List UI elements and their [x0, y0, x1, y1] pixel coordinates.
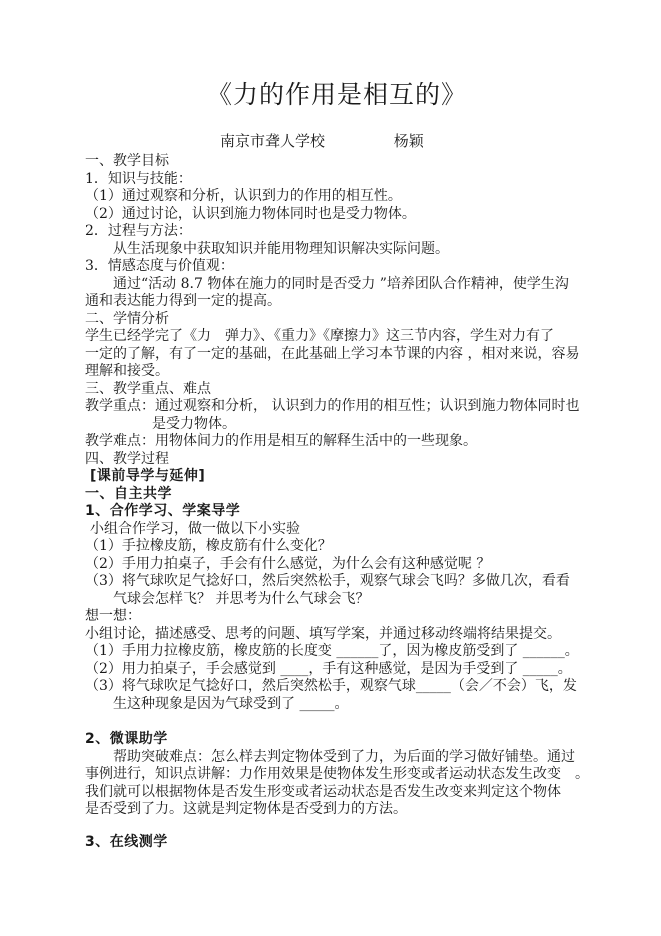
line-group-experiment-intro: 小组合作学习，做一做以下小实验 [90, 520, 300, 537]
line-experiment-3b: 气球会怎样飞？ 并思考为什么气球会飞？ [113, 590, 370, 607]
line-emotion-values-2: 通和表达能力得到一定的提高。 [85, 293, 281, 309]
byline [85, 132, 601, 150]
line-learner-analysis-3: 理解和接受。 [85, 363, 169, 379]
line-think-prompt: 想一想： [85, 608, 141, 624]
byline-author: 杨颖 [393, 132, 424, 150]
line-experiment-2: （2）手用力拍桌子，手会有什么感觉，为什么会有这种感觉呢 ？ [85, 555, 491, 572]
subheading-emotion-values: 3．情感态度与价值观： [85, 258, 234, 274]
line-micro-lesson-2: 事例进行，知识点讲解：力作用效果是使物体发生形变或者运动状态发生改变 。 [85, 766, 589, 782]
line-emotion-values-1: 通过“活动 8.7 物体在施力的同时是否受力 ”培养团队合作精神，使学生沟 [113, 275, 569, 292]
subheading-process-methods: 2．过程与方法： [85, 223, 192, 239]
line-learner-analysis-1: 学生已经学完了《力 弹力》、《重力》《摩擦力》这三节内容，学生对力有了 [85, 328, 554, 344]
heading-self-directed-learning: 一、自主共学 [85, 485, 172, 502]
line-micro-lesson-3: 我们就可以根据物体是否发生形变或者运动状态是否发生改变来判定这个物体 [85, 783, 561, 800]
heading-cooperative-learning: 1、合作学习、学案导学 [85, 503, 241, 519]
line-experiment-1: （1）手拉橡皮筋，橡皮筋有什么变化？ [85, 538, 332, 554]
line-process-methods: 从生活现象中获取知识并能用物理知识解决实际问题。 [113, 240, 449, 257]
line-discussion-intro: 小组讨论，描述感受、思考的问题、填写学案，并通过移动终端将结果提交。 [85, 625, 561, 642]
heading-micro-lesson: 2、微课助学 [85, 731, 168, 747]
line-learner-analysis-2: 一定的了解，有了一定的基础，在此基础上学习本节课的内容 ，相对来说，容易 [85, 345, 580, 362]
line-teaching-difficult-point: 教学难点：用物体间力的作用是相互的解释生活中的一些现象。 [85, 433, 477, 449]
heading-online-test: 3、在线测学 [85, 833, 168, 850]
line-fill-blank-2: （2）用力拍桌子，手会感觉到 ____，手有这种感觉，是因为手受到了 _____。 [85, 660, 572, 677]
line-teaching-key-point-2: 是受力物体。 [152, 415, 236, 432]
line-knowledge-point-2: （2）通过讨论，认识到施力物体同时也是受力物体。 [85, 205, 416, 222]
heading-teaching-goals: 一、教学目标 [85, 153, 169, 169]
heading-teaching-process: 四、教学过程 [85, 450, 169, 467]
line-teaching-key-point-1: 教学重点：通过观察和分析， 认识到力的作用的相互性；认识到施力物体同时也 [85, 398, 580, 414]
line-micro-lesson-1: 帮助突破难点：怎么样去判定物体受到了力，为后面的学习做好铺垫。通过 [113, 748, 575, 765]
line-fill-blank-1: （1）手用力拉橡皮筋，橡皮筋的长度变 ______了，因为橡皮筋受到了 ______。 [85, 643, 579, 659]
line-experiment-3a: （3）将气球吹足气捻好口，然后突然松手，观察气球会飞吗？多做几次，看看 [85, 573, 570, 589]
line-knowledge-point-1: （1）通过观察和分析，认识到力的作用的相互性。 [85, 188, 402, 204]
byline-school: 南京市聋人学校 [220, 132, 326, 150]
heading-pre-class-guidance: [课前导学与延伸] [90, 468, 206, 484]
line-fill-blank-3b: 生这种现象是因为气球受到了 _____。 [113, 695, 349, 712]
document-body [85, 153, 601, 851]
doc-title: 《力的作用是相互的》 [206, 80, 467, 109]
heading-key-difficult-points: 三、教学重点、难点 [85, 380, 211, 397]
line-fill-blank-3a: （3）将气球吹足气捻好口，然后突然松手，观察气球_____（会／不会）飞，发 [85, 678, 577, 694]
line-micro-lesson-4: 是否受到了力。这就是判定物体是否受到力的方法。 [85, 801, 407, 817]
heading-learner-analysis: 二、学情分析 [85, 310, 169, 327]
subheading-knowledge-skills: 1．知识与技能： [85, 170, 192, 187]
